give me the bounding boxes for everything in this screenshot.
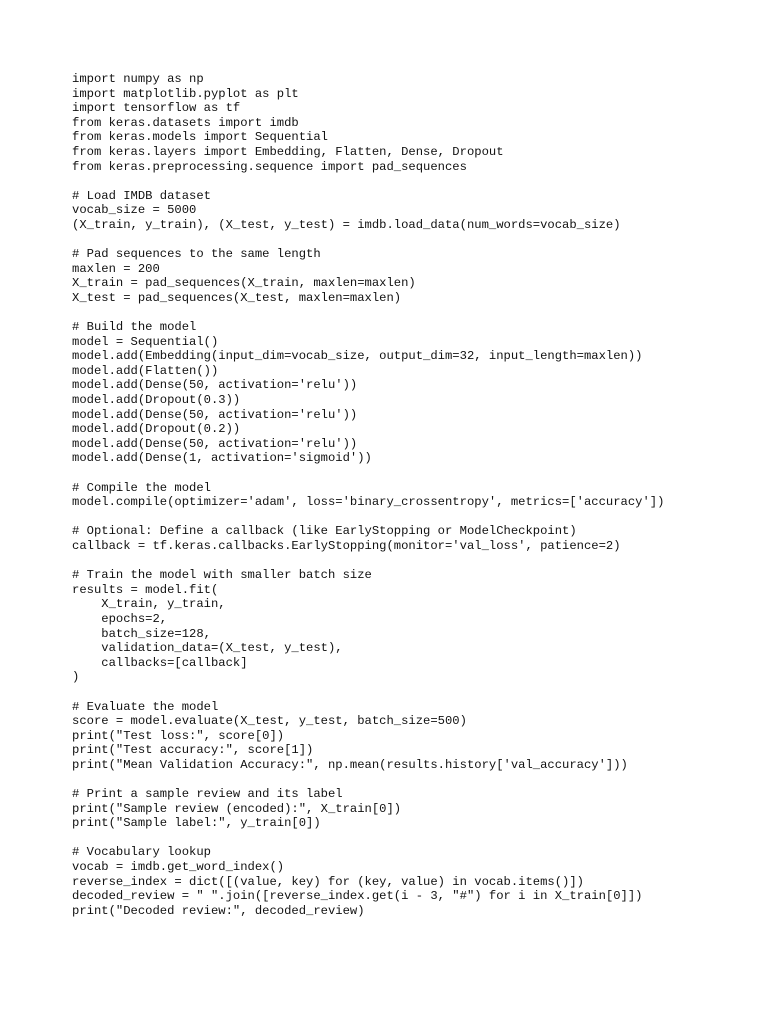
code-line: [72, 510, 664, 525]
code-line: vocab = imdb.get_word_index(): [72, 860, 285, 875]
code-line: from keras.datasets import imdb: [72, 115, 299, 130]
code-line: model.add(Dropout(0.3)): [72, 393, 241, 408]
code-line: validation_data=(X_test, y_test),: [72, 641, 343, 656]
code-line: # Load IMDB dataset: [72, 188, 211, 203]
code-line: [72, 554, 664, 569]
code-line: model.add(Dropout(0.2)): [72, 422, 241, 437]
code-line: X_train = pad_sequences(X_train, maxlen=maxlen): [72, 276, 416, 291]
code-line: maxlen = 200: [72, 261, 160, 276]
code-line: X_train, y_train,: [72, 597, 226, 612]
code-line: [72, 306, 664, 321]
code-line: import numpy as np: [72, 72, 204, 86]
code-line: # Pad sequences to the same length: [72, 247, 321, 262]
code-line: [72, 174, 664, 189]
code-line: callback = tf.keras.callbacks.EarlyStopping(monitor='val_loss', patience=2): [72, 539, 621, 553]
code-line: [72, 773, 664, 788]
code-line: [72, 466, 664, 481]
code-line: # Train the model with smaller batch size: [72, 568, 372, 583]
code-line: model.compile(optimizer='adam', loss='binary_crossentropy', metrics=['accuracy']): [72, 495, 665, 510]
code-line: ): [72, 670, 80, 685]
code-line: from keras.layers import Embedding, Flatten, Dense, Dropout: [72, 144, 504, 159]
code-line: X_test = pad_sequences(X_test, maxlen=maxlen): [72, 290, 402, 305]
code-line: import tensorflow as tf: [72, 101, 241, 116]
code-line: from keras.models import Sequential: [72, 130, 328, 145]
code-line: # Compile the model: [72, 480, 211, 495]
code-line: reverse_index = dict([(value, key) for (key, value) in vocab.items()]): [72, 874, 584, 889]
code-line: callbacks=[callback]: [72, 655, 248, 670]
code-line: print("Test accuracy:", score[1]): [72, 743, 314, 758]
code-line: # Evaluate the model: [72, 699, 219, 714]
code-line: score = model.evaluate(X_test, y_test, batch_size=500): [72, 714, 467, 729]
code-block: [72, 72, 664, 918]
code-line: vocab_size = 5000: [72, 203, 197, 218]
code-line: print("Sample review (encoded):", X_train[0]): [72, 801, 402, 816]
code-line: # Build the model: [72, 320, 197, 335]
code-line: [72, 685, 664, 700]
code-line: results = model.fit(: [72, 582, 219, 597]
code-line: print("Mean Validation Accuracy:", np.mean(results.history['val_accuracy'])): [72, 757, 628, 772]
code-line: # Optional: Define a callback (like EarlyStopping or ModelCheckpoint): [72, 524, 577, 539]
code-line: model.add(Dense(1, activation='sigmoid')): [72, 451, 372, 466]
code-line: model = Sequential(): [72, 334, 219, 349]
code-line: model.add(Dense(50, activation='relu')): [72, 407, 358, 422]
code-line: [72, 831, 664, 846]
code-line: print("Test loss:", score[0]): [72, 728, 285, 743]
code-line: from keras.preprocessing.sequence import pad_sequences: [72, 159, 467, 174]
code-line: model.add(Dense(50, activation='relu')): [72, 436, 358, 451]
code-line: print("Decoded review:", decoded_review): [72, 903, 365, 918]
code-line: (X_train, y_train), (X_test, y_test) = imdb.load_data(num_words=vocab_size): [72, 217, 621, 232]
code-line: [72, 233, 664, 248]
code-line: model.add(Dense(50, activation='relu')): [72, 378, 358, 393]
code-line: batch_size=128,: [72, 626, 211, 641]
code-line: print("Sample label:", y_train[0]): [72, 816, 321, 831]
code-line: decoded_review = " ".join([reverse_index.get(i - 3, "#") for i in X_train[0]]): [72, 889, 643, 904]
code-line: epochs=2,: [72, 611, 168, 626]
code-line: # Print a sample review and its label: [72, 787, 343, 802]
code-line: # Vocabulary lookup: [72, 845, 211, 860]
code-line: import matplotlib.pyplot as plt: [72, 86, 299, 101]
code-line: model.add(Flatten()): [72, 363, 219, 378]
code-line: model.add(Embedding(input_dim=vocab_size, output_dim=32, input_length=maxlen)): [72, 349, 643, 364]
